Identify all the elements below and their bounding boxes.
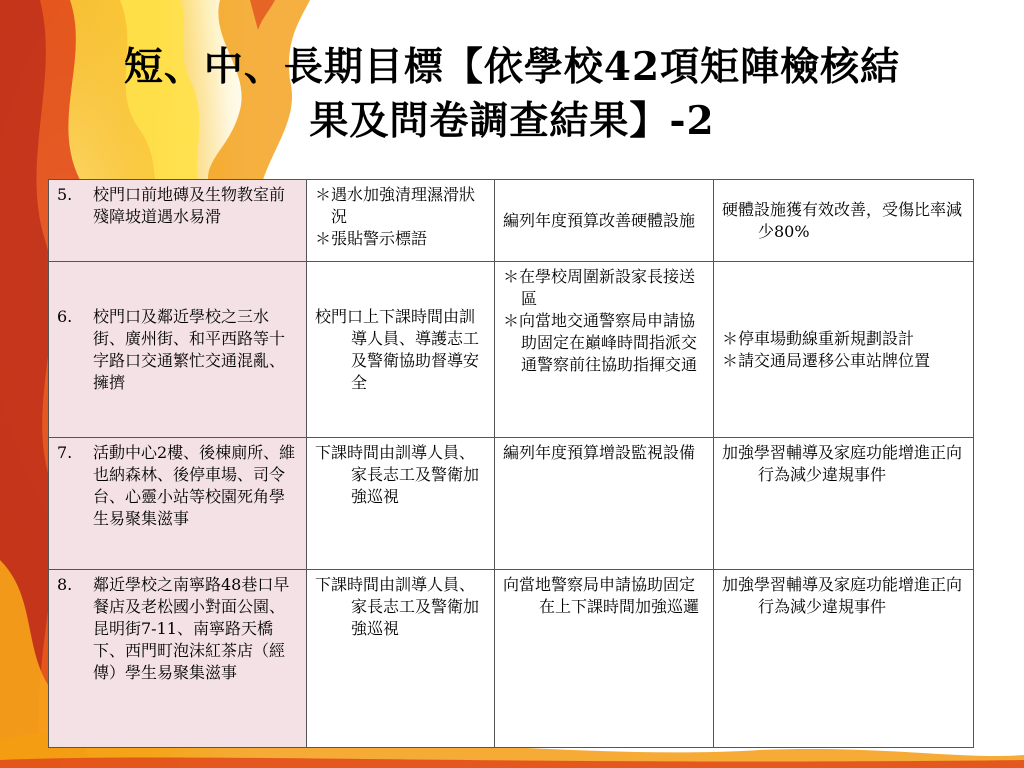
short-term-item: ＊遇水加強清理濕滑狀況 bbox=[315, 185, 476, 226]
issue-cell bbox=[49, 180, 307, 262]
long-term-cell bbox=[714, 262, 974, 438]
slide-title bbox=[40, 40, 984, 148]
mid-term-item: ＊在學校周圍新設家長接送區 bbox=[503, 267, 696, 308]
item-number: 7. bbox=[57, 443, 73, 462]
long-term-cell bbox=[714, 180, 974, 262]
item-number: 6. bbox=[57, 306, 73, 326]
mid-term-cell bbox=[495, 438, 714, 570]
long-term-item: 加強學習輔導及家庭功能增進正向行為減少違規事件 bbox=[722, 575, 963, 616]
short-term-item: 下課時間由訓導人員、家長志工及警衛加強巡視 bbox=[315, 575, 480, 638]
mid-term-cell bbox=[495, 180, 714, 262]
long-term-item: ＊停車場動線重新規劃設計 bbox=[722, 328, 915, 348]
table-row bbox=[49, 570, 974, 748]
issue-text: 鄰近學校之南寧路48巷口早餐店及老松國小對面公園、昆明街7-11、南寧路天橋下、西門町泡沫紅茶店（經傳）學生易聚集滋事 bbox=[93, 575, 290, 682]
short-term-item: 校門口上下課時間由訓導人員、導護志工及警衛協助督導安全 bbox=[315, 306, 480, 392]
issue-cell bbox=[49, 262, 307, 438]
long-term-item: 加強學習輔導及家庭功能增進正向行為減少違規事件 bbox=[722, 443, 963, 484]
table-row bbox=[49, 180, 974, 262]
short-term-item: ＊張貼警示標語 bbox=[315, 229, 428, 248]
mid-term-item: 編列年度預算增設監視設備 bbox=[503, 443, 696, 462]
title-line-1: 短、中、長期目標【依學校42項矩陣檢核結 bbox=[123, 44, 901, 90]
issue-text: 校門口及鄰近學校之三水街、廣州街、和平西路等十字路口交通繁忙交通混亂、擁擠 bbox=[93, 306, 286, 392]
long-term-item: 硬體設施獲有效改善，受傷比率減少80% bbox=[722, 199, 963, 241]
table-row bbox=[49, 262, 974, 438]
item-number: 5. bbox=[57, 185, 73, 204]
item-number: 8. bbox=[57, 575, 73, 594]
table-row bbox=[49, 438, 974, 570]
issue-text: 校門口前地磚及生物教室前殘障坡道遇水易滑 bbox=[93, 185, 286, 226]
issue-text: 活動中心2樓、後棟廁所、維也納森林、後停車場、司令台、心靈小站等校園死角學生易聚集滋事 bbox=[93, 443, 296, 528]
title-line-2: 果及問卷調查結果】-2 bbox=[309, 98, 715, 144]
goals-table bbox=[48, 179, 974, 748]
long-term-cell bbox=[714, 438, 974, 570]
short-term-cell bbox=[307, 438, 495, 570]
short-term-item: 下課時間由訓導人員、家長志工及警衛加強巡視 bbox=[315, 443, 480, 506]
issue-cell bbox=[49, 438, 307, 570]
mid-term-cell bbox=[495, 570, 714, 748]
long-term-cell bbox=[714, 570, 974, 748]
short-term-cell bbox=[307, 180, 495, 262]
mid-term-item: 編列年度預算改善硬體設施 bbox=[503, 210, 696, 230]
mid-term-cell bbox=[495, 262, 714, 438]
long-term-item: ＊請交通局遷移公車站牌位置 bbox=[722, 350, 931, 370]
short-term-cell bbox=[307, 262, 495, 438]
issue-cell bbox=[49, 570, 307, 748]
mid-term-item: 向當地警察局申請協助固定在上下課時間加強巡邏 bbox=[503, 575, 700, 616]
mid-term-item: ＊向當地交通警察局申請協助固定在巔峰時間指派交通警察前往協助指揮交通 bbox=[503, 311, 698, 374]
short-term-cell bbox=[307, 570, 495, 748]
